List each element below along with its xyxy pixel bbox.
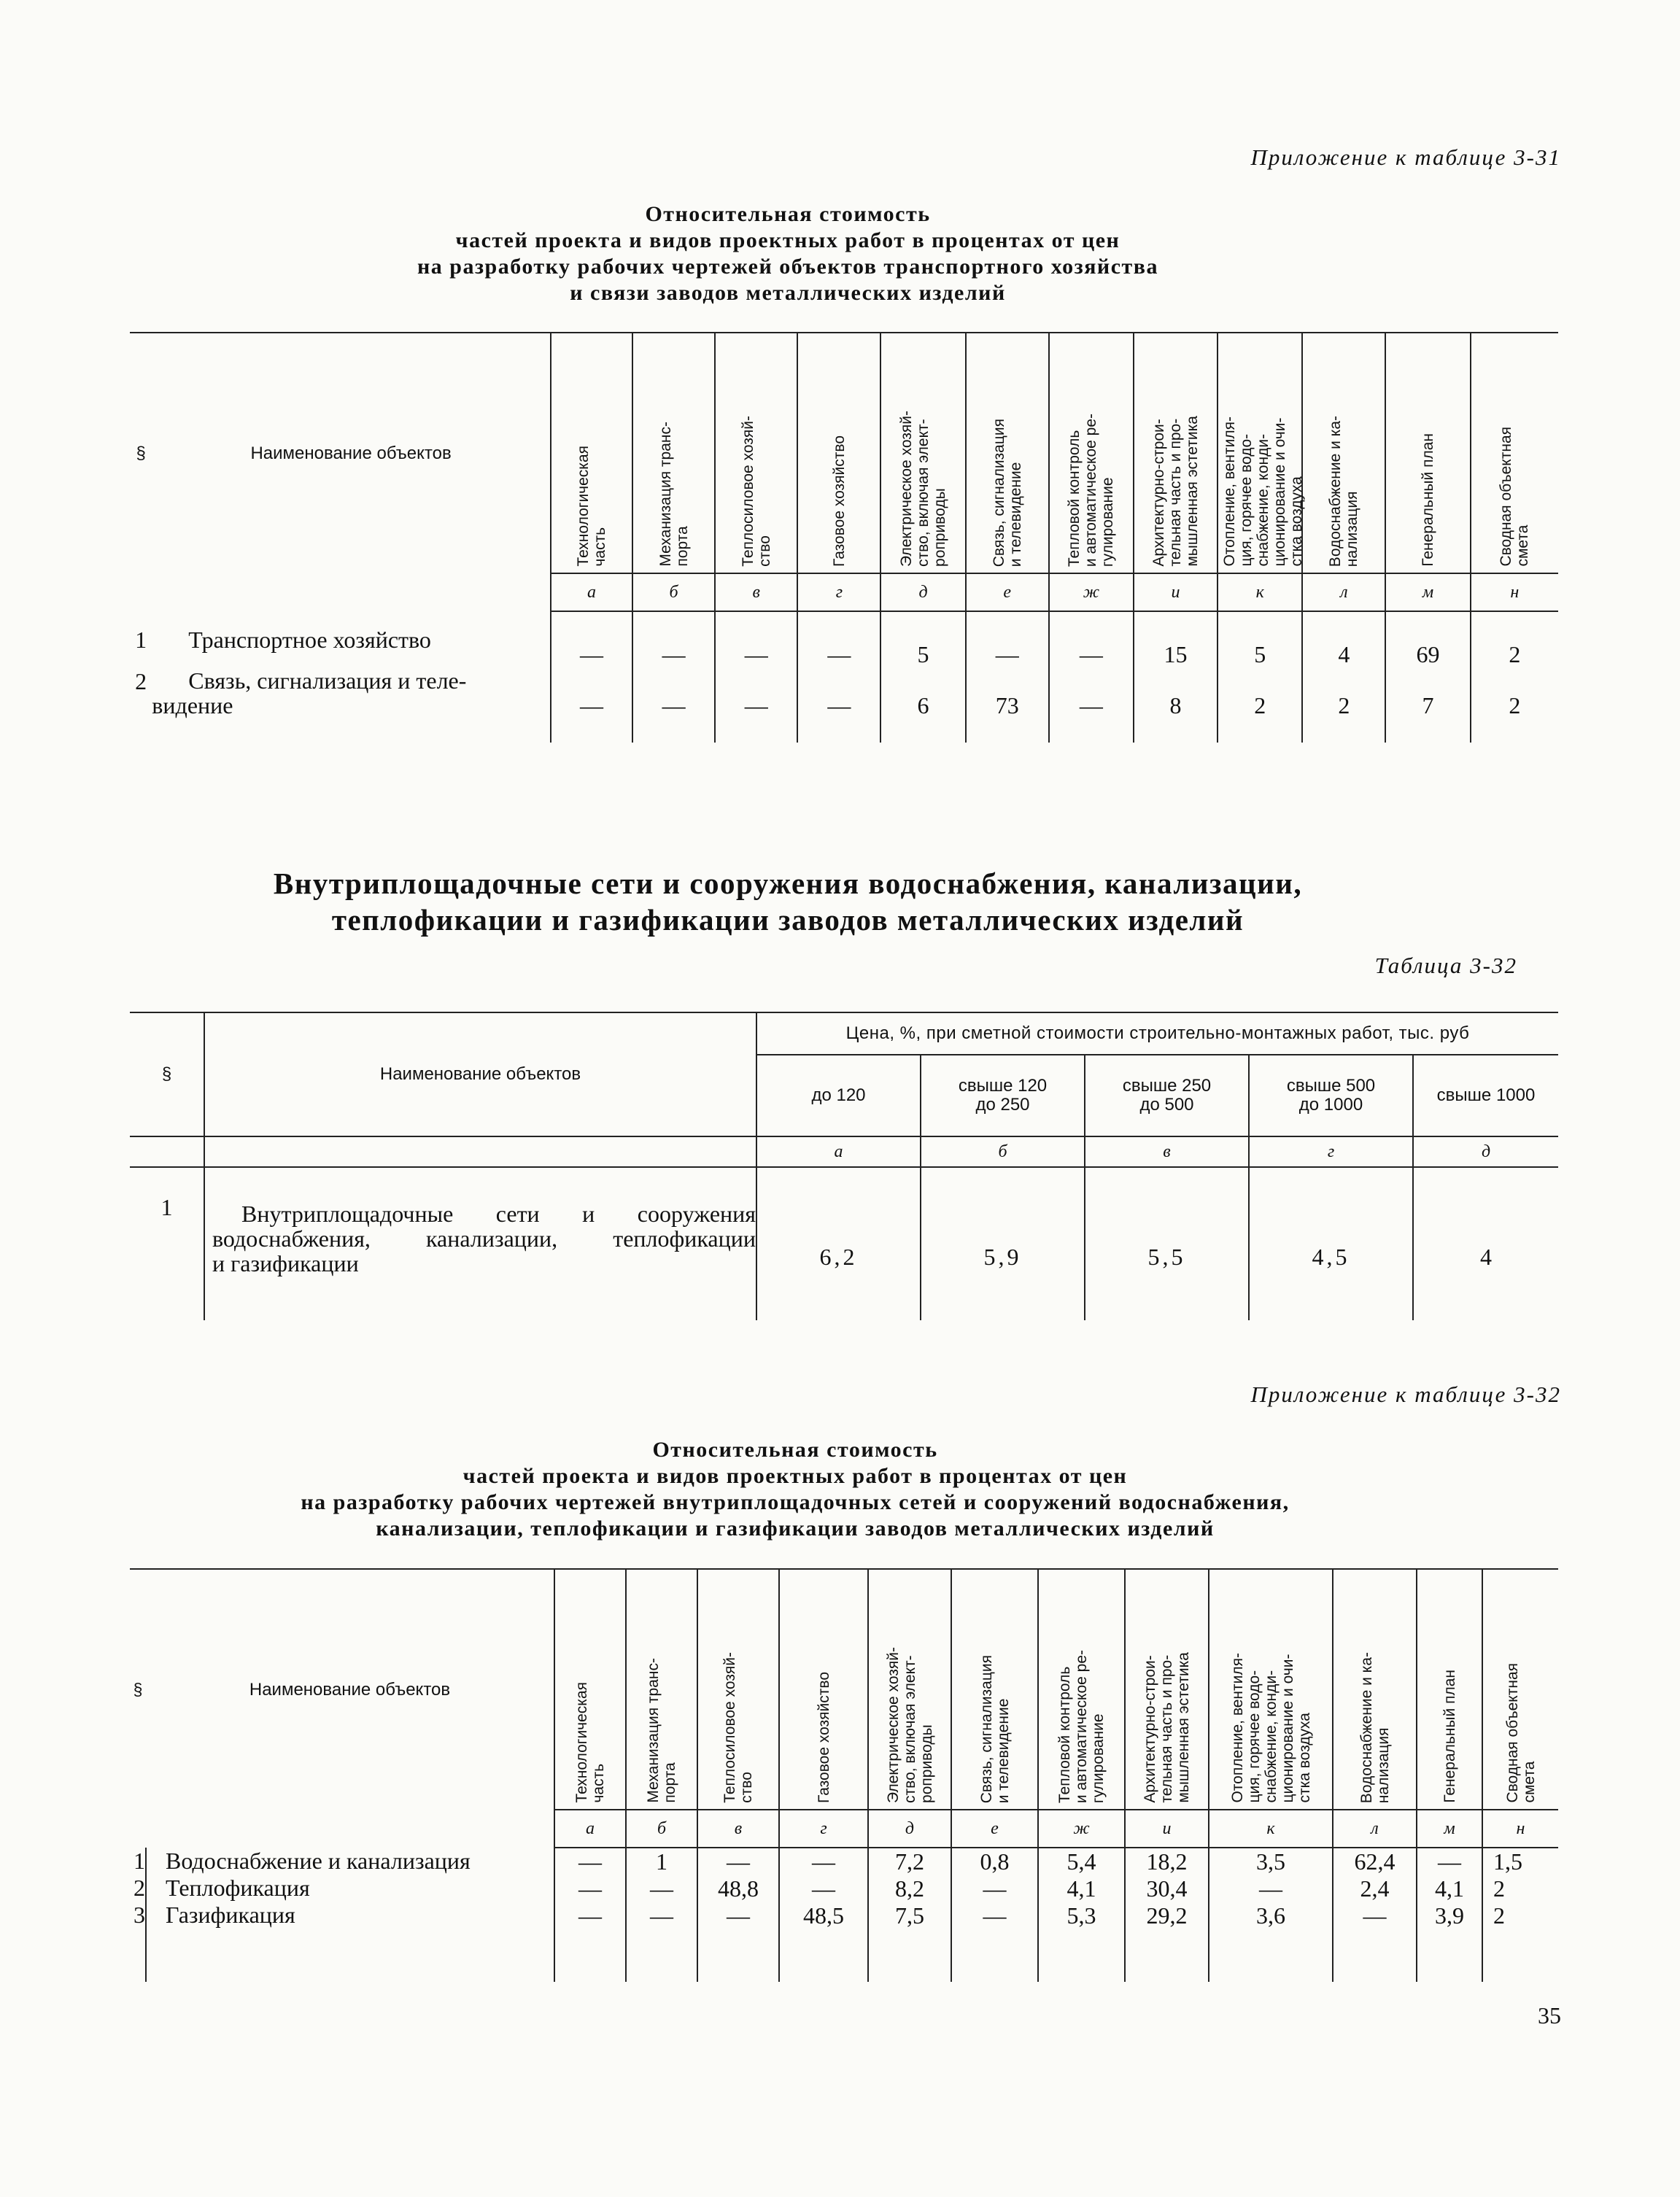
column-letter: е [966, 573, 1049, 611]
column-letter: г [1249, 1136, 1413, 1167]
column-letter: б [632, 573, 715, 611]
heading-line: на разработку рабочих чертежей объектов транспортного хозяйства [417, 255, 1158, 279]
column-header [1302, 333, 1385, 573]
value-cell: 3,9 [1435, 1902, 1464, 1929]
row-name-line: видение [152, 692, 233, 718]
column-letter: ж [1038, 1810, 1125, 1848]
value-column [554, 1848, 626, 1982]
column-header [951, 1569, 1038, 1810]
value-cell: 6 [880, 668, 965, 743]
column-header [1125, 1569, 1209, 1810]
column-header [868, 1569, 951, 1810]
name-column-header: Наименование объектов [146, 1569, 554, 1810]
row-name-line: Внутриплощадочные сети и сооружения [241, 1201, 756, 1227]
column-header-text: Генеральный план [1441, 1670, 1458, 1803]
column-header-line: до 250 [975, 1095, 1030, 1115]
heading-line: канализации, теплофикации и газификации заводов металлических изделий [376, 1516, 1215, 1541]
value-column [1209, 1848, 1333, 1982]
row-number: 1 [133, 1848, 145, 1874]
column-letter: а [554, 1810, 626, 1848]
row-name: Теплофикация [166, 1875, 310, 1901]
value-column [697, 1848, 779, 1982]
value-cell: 1,5 [1493, 1848, 1522, 1875]
column-header-text: Технологическая часть [574, 446, 608, 567]
column-letter: л [1302, 573, 1385, 611]
value-cell: — [983, 1875, 1007, 1902]
value-cell: 7,5 [895, 1902, 924, 1929]
value-cell: — [797, 668, 880, 743]
value-cell: 5,4 [1067, 1848, 1096, 1875]
row-name: Водоснабжение и канализация [166, 1848, 471, 1874]
column-header [1482, 1569, 1558, 1810]
table-3-32-title [168, 865, 1408, 938]
value-cell: — [983, 1902, 1007, 1929]
column-header [1417, 1569, 1482, 1810]
column-header [921, 1055, 1085, 1136]
table-3-31-heading [277, 201, 1298, 306]
value-cell: — [1049, 668, 1134, 743]
value-cell: 69 [1385, 611, 1470, 668]
column-letter: г [779, 1810, 868, 1848]
column-header [1218, 333, 1306, 573]
value-cell: 30,4 [1146, 1875, 1188, 1902]
value-cell: — [1438, 1848, 1461, 1875]
column-letter: д [868, 1810, 951, 1848]
column-header-text: Теплосиловое хозяй- ство [721, 1652, 755, 1803]
table-3-32-appendix [130, 1568, 1558, 1982]
heading-line: частей проекта и видов проектных работ в процентах от цен [455, 228, 1120, 252]
column-header-text: Отопление, вентиля- ция, горячее водо- снабжение, конди- ционирование и очи- стка воздуха [1221, 416, 1306, 567]
value-column [1333, 1848, 1417, 1982]
column-letter: е [951, 1810, 1038, 1848]
row-name: Газификация [166, 1902, 295, 1928]
column-header-text: Технологическая часть [573, 1682, 607, 1803]
column-letter: л [1333, 1810, 1417, 1848]
column-header-text: Тепловой контроль и автоматическое ре- гулирование [1056, 1649, 1107, 1803]
column-header-text: Механизация транс- порта [657, 422, 691, 567]
column-header [966, 333, 1049, 573]
value-cell: 4,1 [1435, 1875, 1464, 1902]
column-letter: в [697, 1810, 779, 1848]
column-header-text: Газовое хозяйство [815, 1672, 832, 1803]
appendix-label-3-32: Приложение к таблице 3-32 [1250, 1382, 1561, 1407]
value-cell: — [650, 1902, 673, 1929]
column-header [1085, 1055, 1249, 1136]
value-cell: — [966, 611, 1049, 668]
value-cell: — [551, 668, 632, 743]
column-letter: в [1085, 1136, 1249, 1167]
value-cell: — [1049, 611, 1134, 668]
value-cell: — [650, 1875, 673, 1902]
heading-line: и связи заводов металлических изделий [570, 281, 1006, 305]
column-header [1209, 1569, 1333, 1810]
value-cell: 8 [1134, 668, 1218, 743]
value-cell: 4,5 [1249, 1167, 1413, 1320]
column-letter: ж [1049, 573, 1134, 611]
column-letter: а [756, 1136, 921, 1167]
heading-line: Относительная стоимость [645, 202, 931, 226]
value-cell: 7,2 [895, 1848, 924, 1875]
section-header: § [136, 443, 146, 463]
row-number: 3 [133, 1902, 145, 1928]
table-3-32-appendix-heading [168, 1437, 1422, 1542]
value-cell: 3,5 [1256, 1848, 1285, 1875]
column-header-text: Механизация транс- порта [645, 1658, 678, 1803]
value-cell: — [715, 668, 797, 743]
name-column-header: Наименование объектов [204, 1012, 756, 1136]
value-cell: 3,6 [1256, 1902, 1285, 1929]
column-header [1249, 1055, 1413, 1136]
page-number: 35 [1538, 2002, 1561, 2029]
column-header-line: до 500 [1139, 1095, 1194, 1115]
value-cell: — [578, 1902, 602, 1929]
column-header-text: Сводная объектная смета [1503, 1663, 1538, 1803]
column-header-text: Связь, сигнализация и телевидение [990, 418, 1024, 567]
value-column [1482, 1848, 1558, 1982]
value-cell: 4 [1302, 611, 1385, 668]
value-cell: 0,8 [980, 1848, 1010, 1875]
value-cell: 7 [1385, 668, 1470, 743]
value-column [868, 1848, 951, 1982]
title-line: теплофикации и газификации заводов металлических изделий [331, 903, 1244, 937]
value-cell: — [715, 611, 797, 668]
column-header-text: Теплосиловое хозяй- ство [739, 416, 773, 567]
column-letter: в [715, 573, 797, 611]
column-header-text: Архитектурно-строи- тельная часть и про- мышленная эстетика [1142, 1652, 1192, 1803]
column-header [797, 333, 880, 573]
value-column [951, 1848, 1038, 1982]
column-header-text: Водоснабжение и ка- нализация [1358, 1651, 1392, 1803]
value-cell: 2 [1493, 1875, 1505, 1902]
table-3-31-appendix [130, 332, 1558, 743]
column-header-line: свыше 250 [1122, 1076, 1212, 1096]
column-header-text: Генеральный план [1420, 433, 1437, 567]
column-letter: и [1134, 573, 1218, 611]
value-column [1038, 1848, 1125, 1982]
heading-line: частей проекта и видов проектных работ в процентах от цен [462, 1464, 1128, 1488]
column-letter: м [1385, 573, 1470, 611]
appendix-label-3-31: Приложение к таблице 3-31 [1250, 144, 1561, 170]
column-header [1049, 333, 1134, 573]
value-cell: 73 [966, 668, 1049, 743]
column-header-text: Водоснабжение и ка- нализация [1327, 415, 1361, 567]
column-header-line: свыше 120 [958, 1076, 1048, 1096]
column-header [880, 333, 965, 573]
value-cell: 4 [1480, 1244, 1492, 1270]
value-cell: 29,2 [1146, 1902, 1188, 1929]
value-cell: — [812, 1848, 835, 1875]
column-header-line: до 1000 [1298, 1095, 1363, 1115]
column-header [626, 1569, 697, 1810]
column-letter: б [921, 1136, 1085, 1167]
column-header [632, 333, 715, 573]
row-number: 2 [133, 1875, 145, 1901]
value-column [1417, 1848, 1482, 1982]
section-header: § [133, 1680, 143, 1699]
column-letter: г [797, 573, 880, 611]
value-cell: 18,2 [1146, 1848, 1188, 1875]
value-cell: 15 [1134, 611, 1218, 668]
value-cell: — [578, 1875, 602, 1902]
value-cell: 2 [1509, 691, 1521, 718]
column-header [715, 333, 797, 573]
column-header-line: свыше 500 [1286, 1076, 1376, 1096]
value-cell: 2 [1493, 1902, 1505, 1929]
column-letter: к [1209, 1810, 1333, 1848]
column-letter: д [1481, 1142, 1491, 1161]
column-letter: д [880, 573, 965, 611]
column-header [1413, 1055, 1558, 1136]
value-column [779, 1848, 868, 1982]
column-header [697, 1569, 779, 1810]
value-cell: 2 [1302, 668, 1385, 743]
value-cell: — [1363, 1902, 1387, 1929]
column-header-text: Сводная объектная смета [1498, 427, 1532, 567]
title-line: Внутриплощадочные сети и сооружения водоснабжения, канализации, [273, 867, 1303, 900]
row-name: Транспортное хозяйство [152, 611, 551, 668]
column-header-text: Архитектурно-строи- тельная часть и про- мышленная эстетика [1150, 416, 1201, 567]
column-header-text: Газовое хозяйство [830, 435, 848, 567]
value-column [626, 1848, 697, 1982]
column-header [779, 1569, 868, 1810]
name-column-header: Наименование объектов [152, 333, 551, 573]
value-cell: 5,3 [1067, 1902, 1096, 1929]
table-3-32-label: Таблица 3-32 [1374, 953, 1517, 978]
value-cell: 48,5 [803, 1902, 844, 1929]
price-header: Цена, %, при сметной стоимости строительно-монтажных работ, тыс. руб [756, 1012, 1558, 1055]
value-cell: — [812, 1875, 835, 1902]
section-header: § [161, 1064, 172, 1084]
column-header-text: Отопление, вентиля- ция, горячее водо- снабжение, конди- ционирование и очи- стка воздуха [1228, 1653, 1313, 1803]
value-cell: — [578, 1848, 602, 1875]
value-cell: — [797, 611, 880, 668]
column-letter: а [551, 573, 632, 611]
column-letter: и [1125, 1810, 1209, 1848]
column-header-line: свыше 1000 [1436, 1085, 1536, 1105]
heading-line: на разработку рабочих чертежей внутриплощадочных сетей и сооружений водоснабжения, [301, 1490, 1290, 1514]
value-cell: 5 [880, 611, 965, 668]
value-cell: 5 [1218, 611, 1302, 668]
value-cell: 1 [656, 1848, 667, 1875]
column-header-text: Электрическое хозяй- ство, включая элект- роприводы [898, 411, 949, 567]
value-cell: 2,4 [1360, 1875, 1390, 1902]
value-cell: 62,4 [1354, 1848, 1396, 1875]
value-cell: 5,9 [921, 1167, 1085, 1320]
row-number: 2 [135, 668, 147, 694]
value-cell: 8,2 [895, 1875, 924, 1902]
column-header [1038, 1569, 1125, 1810]
column-header-line: до 120 [811, 1085, 866, 1105]
value-cell: — [632, 611, 715, 668]
value-cell: — [727, 1848, 750, 1875]
column-header [554, 1569, 626, 1810]
value-cell: — [1259, 1875, 1282, 1902]
value-cell: 2 [1218, 668, 1302, 743]
column-header-text: Электрическое хозяй- ство, включая элект- роприводы [884, 1647, 935, 1803]
row-name-line: и газификации [212, 1250, 359, 1276]
table-3-32 [130, 1012, 1558, 1320]
column-letter: н [1482, 1810, 1558, 1848]
row-name-line: водоснабжения, канализации, теплофикации [212, 1225, 756, 1252]
column-header-text: Связь, сигнализация и телевидение [978, 1654, 1012, 1803]
column-header [756, 1055, 921, 1136]
column-letter: б [626, 1810, 697, 1848]
value-cell: 4,1 [1067, 1875, 1096, 1902]
value-cell: — [727, 1902, 750, 1929]
column-header [1333, 1569, 1417, 1810]
heading-line: Относительная стоимость [652, 1438, 938, 1462]
column-letter: м [1417, 1810, 1482, 1848]
column-header-text: Тепловой контроль и автоматическое ре- гулирование [1066, 413, 1117, 567]
row-number: 1 [160, 1194, 173, 1220]
value-cell: — [632, 668, 715, 743]
value-cell: — [551, 611, 632, 668]
column-header [1134, 333, 1218, 573]
column-header [1385, 333, 1470, 573]
column-letter: н [1471, 573, 1558, 611]
value-cell: 2 [1509, 641, 1521, 667]
value-column [1125, 1848, 1209, 1982]
value-cell: 5,5 [1085, 1167, 1249, 1320]
column-header [1471, 333, 1558, 573]
row-number: 1 [135, 626, 147, 653]
value-cell: 6,2 [756, 1167, 921, 1320]
column-header [551, 333, 632, 573]
row-name-line: Связь, сигнализация и теле- [188, 667, 467, 694]
column-letter: к [1218, 573, 1302, 611]
value-cell: 48,8 [718, 1875, 759, 1902]
